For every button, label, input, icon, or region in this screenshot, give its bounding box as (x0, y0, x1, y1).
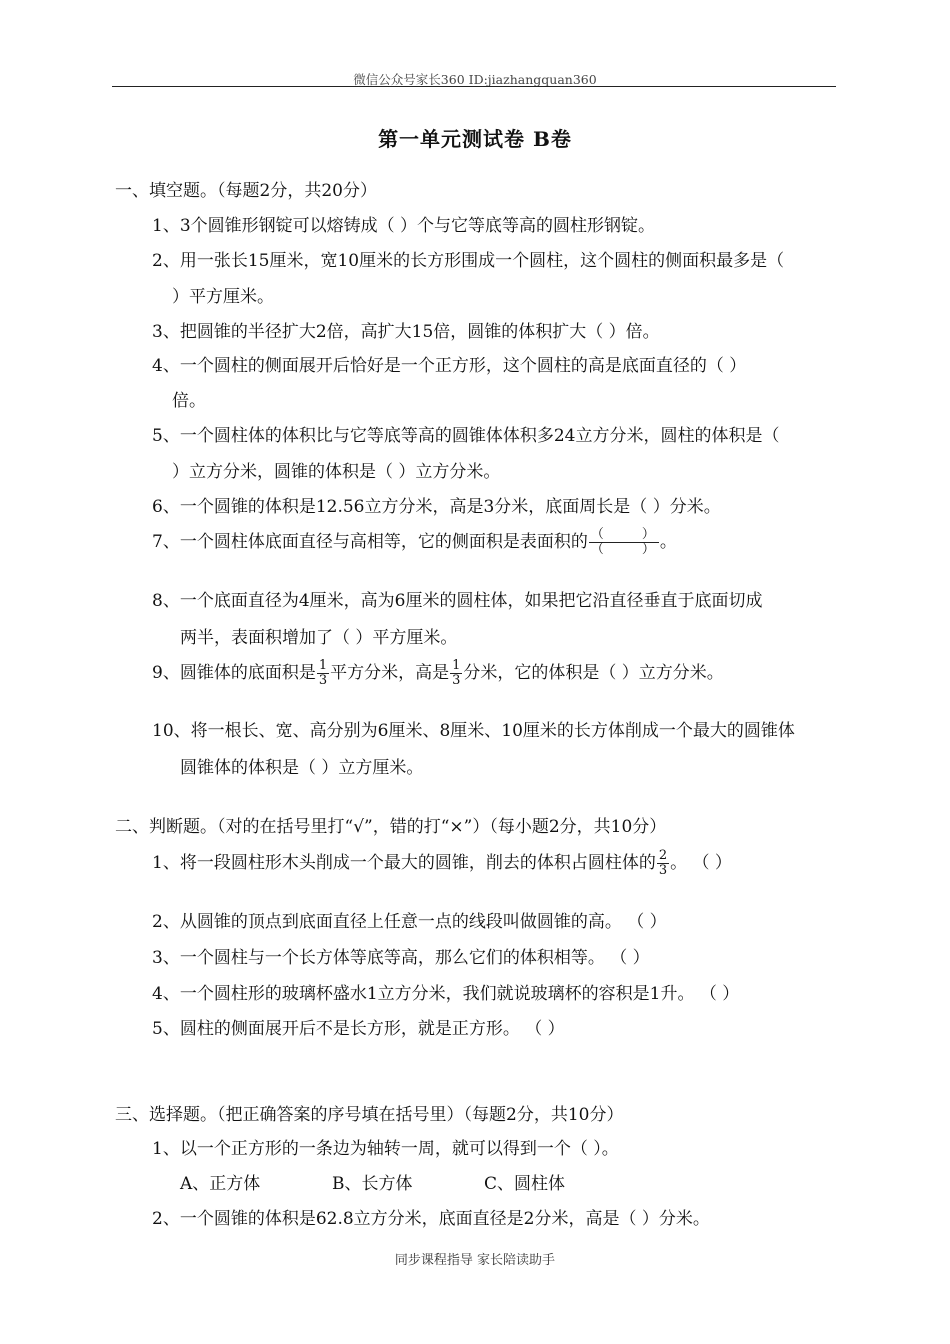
section1-heading: 一、填空题。（每题2分，共20分） (115, 181, 377, 201)
fraction-denominator: 3 (658, 863, 668, 878)
option-b: B、长方体 (332, 1174, 413, 1194)
question-1-4: 4、一个圆柱的侧面展开后恰好是一个正方形，这个圆柱的高是底面直径的（ ） (152, 356, 747, 376)
question-1-1: 1、3个圆锥形钢锭可以熔铸成（ ）个与它等底等高的圆柱形钢锭。 (152, 216, 656, 236)
question-2-2: 2、从圆锥的顶点到底面直径上任意一点的线段叫做圆锥的高。 （ ） (152, 912, 667, 932)
fraction-num-left: （ (590, 527, 604, 542)
fraction-numerator: 1 (318, 658, 328, 673)
fraction-numerator: 1 (452, 658, 461, 673)
option-c: C、圆柱体 (484, 1174, 566, 1194)
question-1-2: 2、用一张长15厘米，宽10厘米的长方形围成一个圆柱，这个圆柱的侧面积最多是（ (152, 251, 785, 271)
fraction-num-right: ） (641, 527, 655, 542)
question-1-7-text: 7、一个圆柱体底面直径与高相等，它的侧面积是表面积的 (152, 532, 588, 552)
fraction-denominator: 3 (452, 673, 461, 688)
question-1-5: 5、一个圆柱体的体积比与它等底等高的圆锥体体积多24立方分米，圆柱的体积是（ (152, 426, 780, 446)
question-1-6: 6、一个圆锥的体积是12.56立方分米，高是3分米，底面周长是（ ）分米。 (152, 497, 721, 517)
page-title: 第一单元测试卷 B卷 (378, 127, 572, 151)
fraction-numerator: 2 (658, 848, 668, 863)
question-1-10: 10、将一根长、宽、高分别为6厘米、8厘米、10厘米的长方体削成一个最大的圆锥体 (152, 721, 795, 741)
question-1-9-part3: 分米，它的体积是（ ）立方分米。 (463, 663, 724, 683)
page-footer: 同步课程指导 家长陪读助手 (394, 1253, 556, 1268)
question-2-3: 3、一个圆柱与一个长方体等底等高，那么它们的体积相等。 （ ） (152, 948, 650, 968)
question-2-5: 5、圆柱的侧面展开后不是长方形，就是正方形。 （ ） (152, 1019, 565, 1039)
fraction-den-left: （ (590, 542, 604, 557)
question-1-9-part1: 9、圆锥体的底面积是 (152, 663, 316, 683)
header-divider (112, 86, 836, 87)
section3-heading: 三、选择题。（把正确答案的序号填在括号里）（每题2分，共10分） (115, 1105, 624, 1125)
question-1-4-cont: 倍。 (172, 391, 206, 411)
question-1-8: 8、一个底面直径为4厘米，高为6厘米的圆柱体，如果把它沿直径垂直于底面切成 (152, 591, 763, 611)
question-2-4: 4、一个圆柱形的玻璃杯盛水1立方分米，我们就说玻璃杯的容积是1升。 （ ） (152, 984, 740, 1004)
fraction-one-third-b (450, 659, 462, 688)
question-1-7 (152, 527, 677, 557)
question-2-1-text: 1、将一段圆柱形木头削成一个最大的圆锥，削去的体积占圆柱体的 (152, 853, 656, 873)
fraction-den-right: ） (641, 542, 655, 557)
page-header: 微信公众号家长360 ID:jiazhangquan360 (353, 72, 597, 87)
question-2-1-end: 。 （ ） (670, 853, 732, 873)
question-1-9-part2: 平方分米，高是 (330, 663, 450, 683)
question-1-7-end: 。 (659, 532, 677, 552)
question-3-2: 2、一个圆锥的体积是62.8立方分米，底面直径是2分米，高是（ ）分米。 (152, 1209, 710, 1229)
question-1-9 (152, 658, 724, 688)
fraction-one-third-a (317, 659, 329, 688)
question-3-1: 1、以一个正方形的一条边为轴转一周，就可以得到一个（ ）。 (152, 1139, 619, 1159)
fraction-two-thirds (657, 849, 669, 878)
question-1-5-cont: ）立方分米，圆锥的体积是（ ）立方分米。 (172, 462, 501, 482)
question-1-2-cont: ）平方厘米。 (172, 287, 274, 307)
question-2-1 (152, 848, 732, 878)
question-1-3: 3、把圆锥的半径扩大2倍，高扩大15倍，圆锥的体积扩大（ ）倍。 (152, 322, 660, 342)
question-1-10-cont: 圆锥体的体积是（ ）立方厘米。 (180, 758, 424, 778)
option-a: A、正方体 (180, 1174, 261, 1194)
section2-heading: 二、判断题。（对的在括号里打“√”，错的打“×”）（每小题2分，共10分） (115, 817, 667, 837)
question-3-1-options (180, 1169, 565, 1194)
question-1-8-cont: 两半，表面积增加了（ ）平方厘米。 (180, 628, 458, 648)
fraction-denominator: 3 (318, 673, 328, 688)
blank-fraction (589, 528, 659, 557)
